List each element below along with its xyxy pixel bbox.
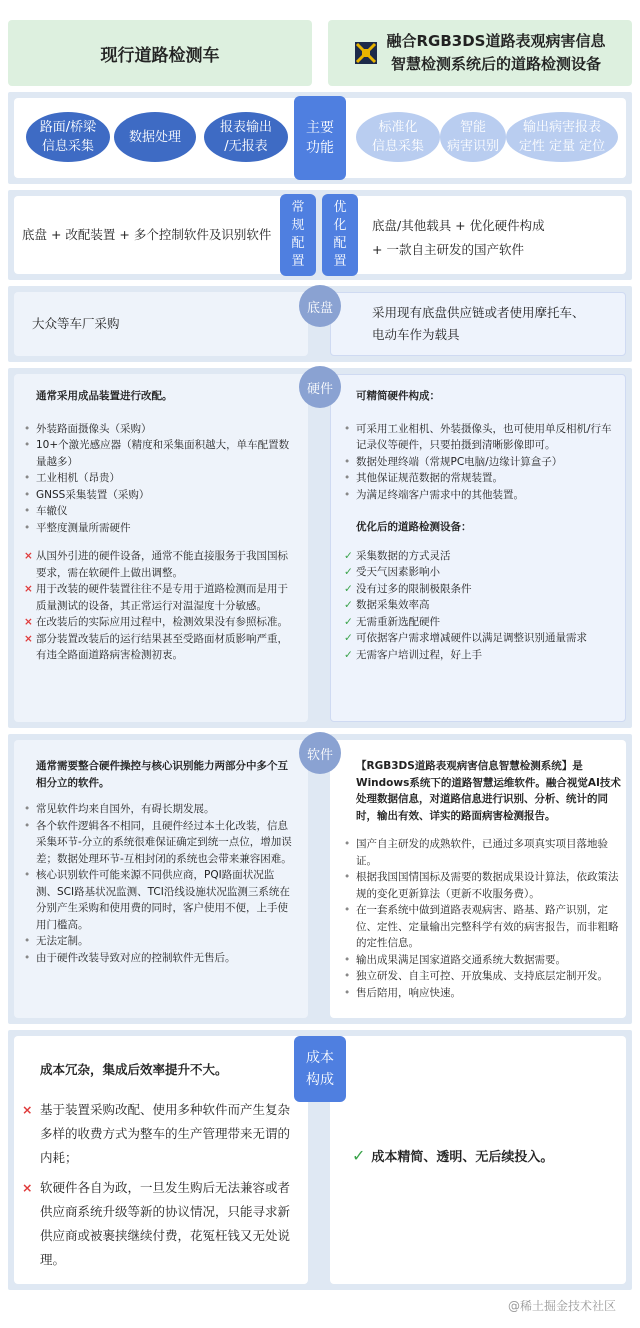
label-hardware: 硬件 bbox=[299, 366, 341, 408]
check-icon: ✓ bbox=[344, 648, 353, 661]
label-optimized-config: 优 化 配 置 bbox=[322, 194, 358, 276]
left-column-title: 现行道路检测车 bbox=[8, 20, 312, 86]
list-item: • 可采用工业相机、外装摄像头，也可使用单反相机/行车记录仪等硬件，只要拍摄到清晰影像即可。 bbox=[344, 422, 612, 451]
list-item: • 核心识别软件可能来源不同供应商，PQI路面状况监测、SCI路基状况监测、TCI沿线设施状况监测三系统在分别产生采购和使用费的同时，客户使用不便，上手使用门槛高。 bbox=[24, 869, 290, 931]
software-right-content bbox=[344, 758, 622, 1001]
check-icon: ✓ bbox=[344, 615, 353, 628]
list-item: • 根据我国国情国标及需要的数据成果设计算法，依政策法规的变化更新算法（更新不收服务费）。 bbox=[344, 871, 619, 900]
cost-left-cons bbox=[22, 1098, 294, 1272]
list-item: ✓ 可依据客户需求增减硬件以满足调整识别通量需求 bbox=[344, 630, 620, 647]
list-item: • 独立研发、自主可控、开放集成、支持底层定制开发。 bbox=[344, 970, 608, 982]
list-item: • 输出成果满足国家道路交通系统大数据需要。 bbox=[344, 953, 566, 966]
chassis-right-text: 采用现有底盘供应链或者使用摩托车、 电动车作为载具 bbox=[372, 305, 585, 342]
check-icon: ✓ bbox=[344, 599, 353, 611]
list-item: • 平整度测量所需硬件 bbox=[24, 521, 131, 534]
hardware-right-title2: 优化后的道路检测设备： bbox=[356, 521, 472, 533]
list-item: • 其他保证规范数据的常规装置。 bbox=[344, 472, 503, 484]
list-item: ✓ 没有过多的限制极限条件 bbox=[344, 581, 620, 598]
pill-info-collect: 路面/桥梁 信息采集 bbox=[26, 112, 110, 162]
check-icon: ✓ bbox=[344, 566, 353, 578]
list-item: • 各个软件逻辑各不相同，且硬件经过本土化改装，信息采集环节-分立的系统很难保证确定到统一点位，增加误差；数据处理环节-互相封闭的系统也会带来兼容困难。 bbox=[24, 819, 292, 865]
label-software: 软件 bbox=[299, 732, 341, 774]
software-right-intro: 【RGB3DS道路表观病害信息智慧检测系统】是Windows系统下的道路智慧运维软件。融合视觉AI技术处理数据信息，对道路信息进行识别、分析、统计的同时，输出有效、详实的路面病害检测报告。 bbox=[356, 760, 621, 822]
check-icon: ✓ bbox=[344, 632, 353, 644]
hardware-right-title: 可精简硬件构成： bbox=[356, 390, 440, 402]
list-item: • 为满足终端客户需求中的其他装置。 bbox=[344, 488, 524, 501]
rgb3ds-logo-icon bbox=[355, 42, 377, 64]
list-item: • 数据处理终端（常规PC电脑/边缘计算盒子） bbox=[344, 455, 563, 468]
list-item: • 由于硬件改装导致对应的控制软件无售后。 bbox=[24, 951, 236, 964]
list-item: • GNSS采集装置（采购） bbox=[24, 488, 150, 501]
cost-left-title: 成本冗杂，集成后效率提升不大。 bbox=[40, 1062, 228, 1077]
list-item: × 部分装置改装后的运行结果甚至受路面材质影响严重，有违全路面道路病害检测初衷。 bbox=[24, 632, 288, 661]
cross-icon: × bbox=[24, 550, 33, 562]
cross-icon: × bbox=[24, 616, 33, 628]
list-item: ✓ 无需重新选配硬件 bbox=[344, 614, 620, 631]
pill-report-output-optimized: 输出病害报表 定性 定量 定位 bbox=[506, 112, 618, 162]
list-item: ✓ 采集数据的方式灵活 bbox=[344, 548, 620, 565]
list-item: • 售后陪用，响应快速。 bbox=[344, 986, 461, 999]
list-item: • 10+个激光感应器（精度和采集面积越大，单车配置数量越多） bbox=[24, 439, 290, 468]
cross-icon: × bbox=[22, 1102, 33, 1117]
hardware-right-list bbox=[344, 421, 620, 504]
label-standard-config: 常 规 配 置 bbox=[280, 194, 316, 276]
watermark: @稀土掘金技术社区 bbox=[507, 1299, 616, 1313]
label-chassis: 底盘 bbox=[299, 285, 341, 327]
label-cost: 成本 构成 bbox=[294, 1036, 346, 1102]
config-right-text: 底盘/其他载具 + 优化硬件构成 + 一款自主研发的国产软件 bbox=[372, 218, 545, 257]
list-item: × 软硬件各自为政，一旦发生购后无法兼容或者供应商系统升级等新的协议情况，只能寻求新供应商或被裹挟继续付费，花冤枉钱又无处说理。 bbox=[22, 1176, 294, 1272]
pill-data-processing: 数据处理 bbox=[114, 112, 196, 162]
label-main-function: 主要 功能 bbox=[294, 96, 346, 180]
hardware-left-cons bbox=[24, 548, 296, 664]
check-icon: ✓ bbox=[352, 1146, 366, 1165]
right-title-line1: 融合RGB3DS道路表观病害信息 bbox=[386, 32, 606, 50]
check-icon: ✓ bbox=[344, 582, 353, 595]
hardware-right-content bbox=[344, 388, 620, 663]
software-left-list bbox=[24, 801, 294, 966]
check-icon: ✓ bbox=[344, 549, 353, 562]
list-item: • 常见软件均来自国外，有碍长期发展。 bbox=[24, 803, 215, 815]
cost-right-content: ✓ 成本精简、透明、无后续投入。 bbox=[352, 1146, 554, 1165]
hardware-left-list bbox=[24, 421, 296, 537]
software-right-list bbox=[344, 836, 622, 1001]
config-left-text: 底盘 + 改配装置 + 多个控制软件及识别软件 bbox=[22, 227, 272, 242]
list-item: • 国产自主研发的成熟软件，已通过多项真实项目落地验证。 bbox=[344, 838, 608, 867]
list-item: • 外装路面摄像头（采购） bbox=[24, 422, 152, 435]
hardware-left-title: 通常采用成品装置进行改配。 bbox=[36, 390, 173, 402]
list-item: × 用于改装的硬件装置往往不是专用于道路检测而是用于质量测试的设备，其正常运行对温湿度十分敏感。 bbox=[24, 583, 288, 612]
chassis-left-text: 大众等车厂采购 bbox=[32, 316, 120, 331]
list-item: ✓ 受天气因素影响小 bbox=[344, 564, 620, 581]
list-item: • 在一套系统中做到道路表观病害、路基、路产识别，定位、定性、定量输出完整科学有效的病害报告，而非粗略的定性信息。 bbox=[344, 904, 619, 949]
list-item: • 车辙仪 bbox=[24, 505, 68, 517]
list-item: × 基于装置采购改配、使用多种软件而产生复杂多样的收费方式为整车的生产管理带来无谓的内耗； bbox=[22, 1098, 294, 1170]
list-item: ✓ 无需客户培训过程，好上手 bbox=[344, 647, 620, 664]
pill-smart-recognition: 智能 病害识别 bbox=[440, 112, 506, 162]
cross-icon: × bbox=[22, 1180, 33, 1195]
right-title-line2: 智慧检测系统后的道路检测设备 bbox=[390, 55, 601, 73]
list-item: × 从国外引进的硬件设备，通常不能直接服务于我国国标要求，需在软硬件上做出调整。 bbox=[24, 550, 288, 579]
hardware-left-content bbox=[24, 388, 296, 664]
list-item: × 在改装后的实际应用过程中，检测效果没有参照标准。 bbox=[24, 614, 296, 631]
list-item: ✓ 数据采集效率高 bbox=[344, 597, 620, 614]
cross-icon: × bbox=[24, 583, 33, 595]
list-item: • 工业相机（昂贵） bbox=[24, 472, 120, 484]
cross-icon: × bbox=[24, 632, 33, 645]
cost-left-content bbox=[22, 1058, 294, 1272]
software-left-title: 通常需要整合硬件操控与核心识别能力两部分中多个互相分立的软件。 bbox=[36, 760, 288, 789]
right-column-title bbox=[328, 20, 632, 86]
software-left-content bbox=[24, 758, 294, 966]
pill-report-output: 报表输出 /无报表 bbox=[204, 112, 288, 162]
pill-standard-collect: 标准化 信息采集 bbox=[356, 112, 440, 162]
hardware-right-pros bbox=[344, 548, 620, 664]
list-item: • 无法定制。 bbox=[24, 935, 89, 947]
